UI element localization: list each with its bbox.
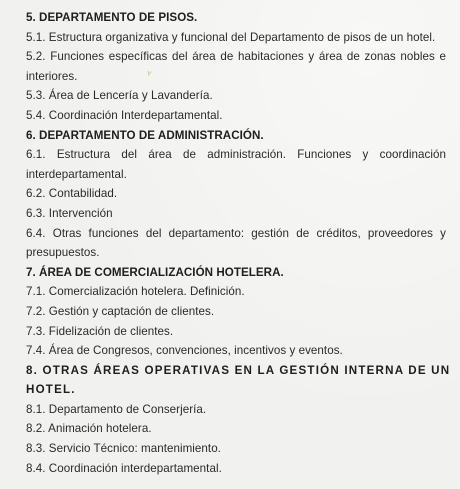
item-6-4-continued: presupuestos. [26, 246, 100, 260]
item-7-1: 7.1. Comercialización hotelera. Definición. [26, 285, 245, 299]
item-5-1: 5.1. Estructura organizativa y funcional del Departamento de pisos de un hotel. [26, 30, 436, 44]
item-6-2: 6.2. Contabilidad. [26, 187, 118, 201]
section-7-heading: 7. ÁREA DE COMERCIALIZACIÓN HOTELERA. [26, 265, 284, 279]
section-8-heading-continued: HOTEL. [26, 383, 76, 397]
item-7-4: 7.4. Área de Congresos, convenciones, incentivos y eventos. [26, 344, 343, 358]
item-8-3: 8.3. Servicio Técnico: mantenimiento. [26, 442, 221, 456]
item-5-2-continued: interiores. [26, 69, 78, 83]
item-8-2: 8.2. Animación hotelera. [26, 422, 152, 436]
item-6-3: 6.3. Intervención [26, 206, 113, 220]
section-8-heading: 8. OTRAS ÁREAS OPERATIVAS EN LA GESTIÓN INTERNA DE UN [26, 363, 451, 377]
item-6-1: 6.1. Estructura del área de administración. Funciones y coordinación [26, 148, 446, 162]
item-6-4: 6.4. Otras funciones del departamento: gestión de créditos, proveedores y [26, 226, 446, 240]
item-5-2: 5.2. Funciones específicas del área de habitaciones y área de zonas nobles e [26, 50, 446, 64]
item-5-4: 5.4. Coordinación Interdepartamental. [26, 108, 223, 122]
pen-mark-icon: ʏ [146, 67, 153, 79]
item-8-1: 8.1. Departamento de Conserjería. [26, 402, 207, 416]
item-6-1-continued: interdepartamental. [26, 167, 127, 181]
item-8-4: 8.4. Coordinación interdepartamental. [26, 461, 222, 475]
item-7-3: 7.3. Fidelización de clientes. [26, 324, 174, 338]
section-5-heading: 5. DEPARTAMENTO DE PISOS. [26, 11, 198, 24]
item-5-3: 5.3. Área de Lencería y Lavandería. [26, 89, 213, 103]
item-7-2: 7.2. Gestión y captación de clientes. [26, 304, 215, 318]
section-6-heading: 6. DEPARTAMENTO DE ADMINISTRACIÓN. [26, 128, 264, 142]
